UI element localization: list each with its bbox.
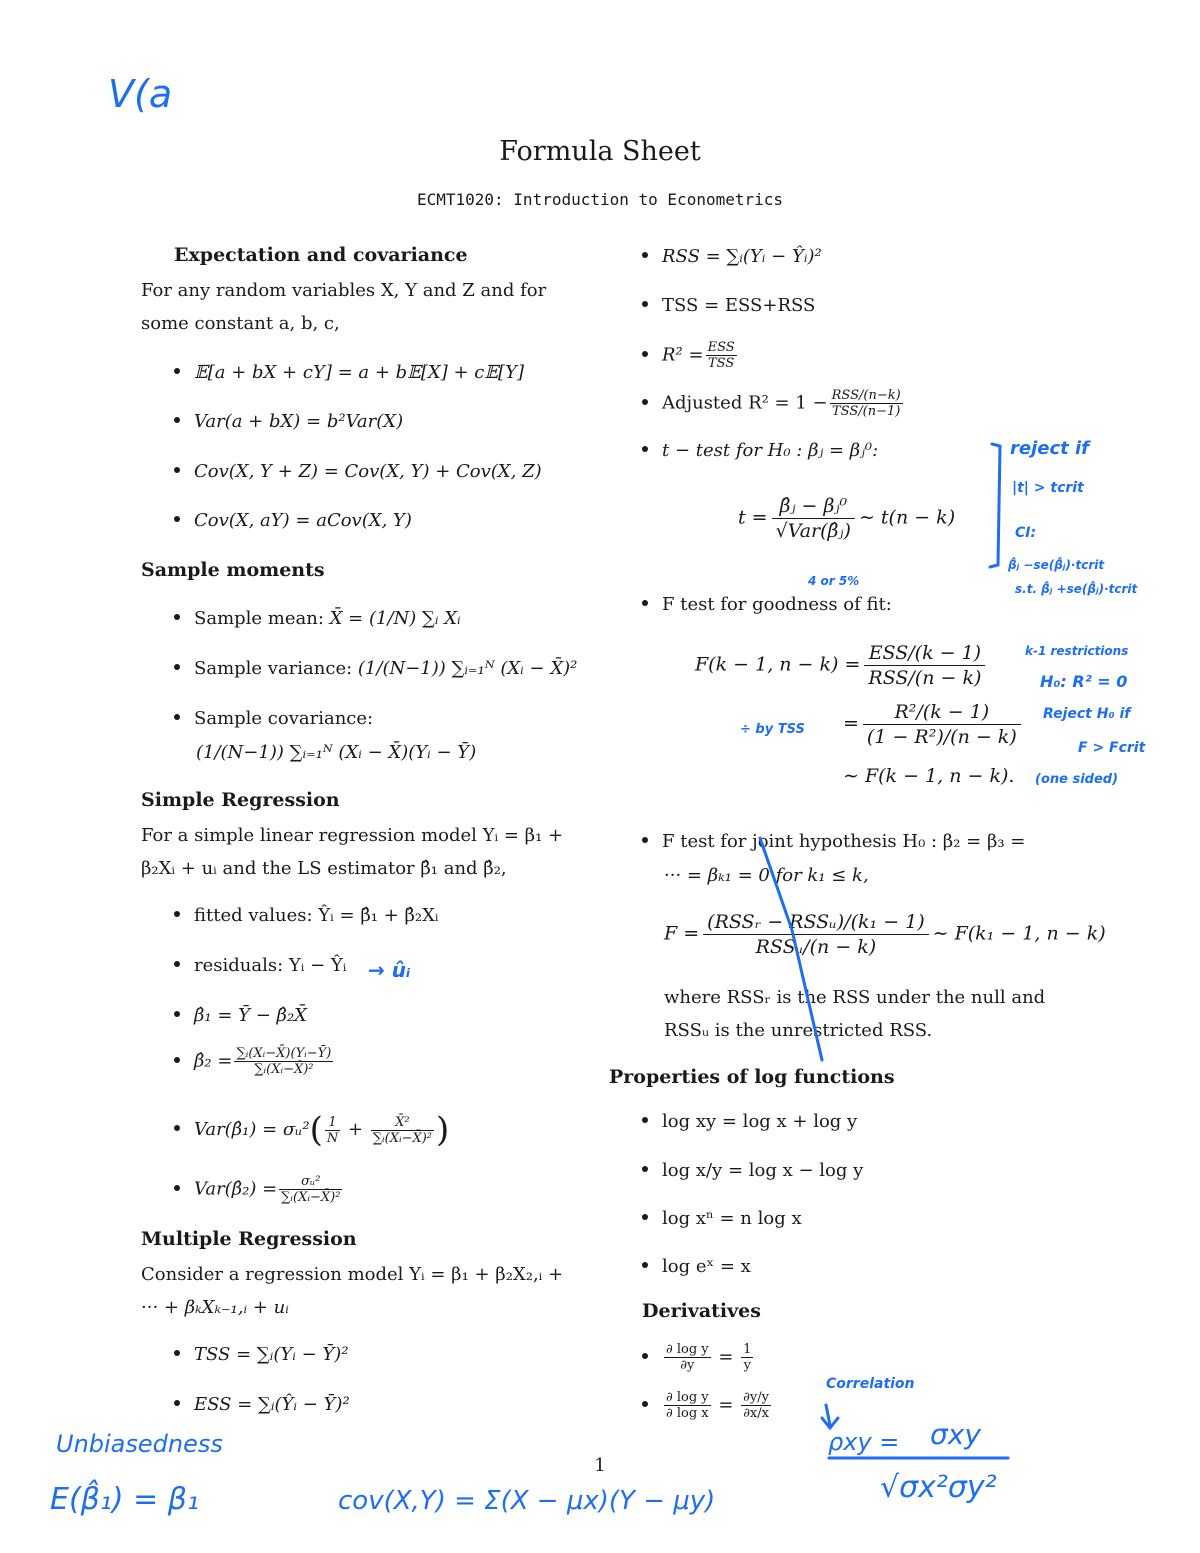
beta2-item: β̂₂ = $\frac{\text{∑ᵢ(Xᵢ−X̄)(Yᵢ−Ȳ)}}{\text{∑ᵢ(Xᵢ−X̄)²}}$ [174,1046,335,1077]
r2-item: R² = $\frac{\text{ESS}}{\text{TSS}}$ [642,340,739,371]
handwritten-ci-line1: β̂ⱼ −se(β̂ⱼ)·tcrit [1008,558,1105,572]
residuals-item: residuals: Yᵢ − Ŷᵢ [174,955,346,976]
var-beta1-item: Var(β̂₁) = σᵤ²( $\frac{1}{N}$ + $\frac{\text{X̄²}}{\text{∑ᵢ(Xᵢ−X̄)²}}$ ) [174,1110,449,1150]
sample-variance-item: Sample variance: (1/(N−1)) ∑ᵢ₌₁ᴺ (Xᵢ − X̄)² [174,658,577,679]
f-statistic-formula-1: F(k − 1, n − k) = ESS/(k − 1) RSS/(n − k) [695,641,989,690]
tss-item: TSS = ∑ᵢ(Yᵢ − Ȳ)² [174,1344,349,1365]
course-subtitle: ECMT1020: Introduction to Econometrics [416,190,784,209]
multiple-regression-intro-line1: Consider a regression model Yᵢ = β₁ + β₂X₂,ᵢ + [141,1264,564,1285]
derivative-item-2: $\frac{\text{∂ log y}}{\text{∂ log x}}$ = $\frac{\partial y/y}{\partial x/x}$ [642,1390,773,1421]
derivative-item-1: $\frac{\text{∂ log y}}{\partial y}$ = $\frac{1}{y}$ [642,1342,755,1373]
sample-covariance-formula: (1/(N−1)) ∑ᵢ₌₁ᴺ (Xᵢ − X̄)(Yᵢ − Ȳ) [196,742,477,763]
simple-regression-intro-line2: β₂Xᵢ + uᵢ and the LS estimator β̂₁ and β̂₂, [141,858,507,879]
handwritten-reject-h0: Reject H₀ if [1043,706,1131,722]
f-statistic-formula-2: = $\frac{\text{R²/(k − 1)}}{\text{(1 − R²)/(n − k)}}$ [843,700,1025,749]
handwritten-f-crit: F > Fcrit [1078,740,1146,756]
handwritten-by-tss: ÷ by TSS [740,722,805,737]
handwritten-restrictions: k-1 restrictions [1025,644,1129,658]
handwritten-unbiasedness: Unbiasedness [56,1430,223,1458]
heading-derivatives: Derivatives [642,1300,761,1322]
heading-multiple-regression: Multiple Regression [141,1228,357,1250]
joint-test-item: F test for joint hypothesis H₀ : β₂ = β₃ = [642,831,1025,852]
expectation-item: Cov(X, aY) = aCov(X, Y) [174,510,412,531]
joint-f-formula: F = (RSSᵣ − RSSᵤ)/(k₁ − 1) RSSᵤ/(n − k) ∼ F(k₁ − 1, n − k) [664,911,1106,958]
heading-log-properties: Properties of log functions [609,1066,895,1088]
handwritten-corr-den: √σx²σy² [880,1470,997,1505]
log-item: log xy = log x + log y [642,1111,857,1132]
beta1-item: β̂₁ = Ȳ − β̂₂X̄ [174,1005,307,1026]
ttest-item: t − test for H₀ : βⱼ = βⱼ⁰: [642,440,878,461]
handwritten-corr-num: σxy [930,1418,981,1451]
sample-covariance-item: Sample covariance: [174,708,373,729]
fitted-values-item: fitted values: Ŷᵢ = β̂₁ + β̂₂Xᵢ [174,905,439,926]
var-beta2-item: Var(β̂₂) = $\frac{\text{σᵤ²}}{\text{∑ᵢ(Xᵢ−X̄)²}}$ [174,1174,344,1205]
log-item: log eˣ = x [642,1256,751,1277]
bracket-stroke [990,444,1000,567]
handwritten-one-sided: (one sided) [1035,772,1119,787]
adjusted-r2-item: Adjusted R² = 1 − $\frac{\text{RSS/(n−k)}}{\text{TSS/(n−1)}}$ [642,388,905,419]
f-distribution: ∼ F(k − 1, n − k). [843,765,1015,787]
handwritten-abs-t: |t| > tcrit [1012,480,1084,496]
page-title: Formula Sheet [499,136,701,167]
heading-simple-regression: Simple Regression [141,789,340,811]
joint-test-line2: ··· = βₖ₁ = 0 for k₁ ≤ k, [664,865,869,886]
where-line2: RSSᵤ is the unrestricted RSS. [664,1020,933,1041]
where-line1: where RSSᵣ is the RSS under the null and [664,987,1046,1008]
handwritten-significance: 4 or 5% [808,574,860,588]
expectation-item: 𝔼[a + bX + cY] = a + b𝔼[X] + c𝔼[Y] [174,362,524,383]
handwritten-u-hat: → ûᵢ [368,958,411,982]
handwritten-correlation: Correlation [826,1376,915,1392]
heading-expectation: Expectation and covariance [174,244,468,266]
expectation-intro-line1: For any random variables X, Y and Z and for [141,280,547,301]
log-item: log x/y = log x − log y [642,1160,863,1181]
handwritten-expectation: E(β̂₁) = β₁ [50,1482,199,1517]
handwritten-cov-definition: cov(X,Y) = Σ(X − μx)(Y − μy) [338,1486,716,1516]
expectation-item: Cov(X, Y + Z) = Cov(X, Y) + Cov(X, Z) [174,461,542,482]
expectation-intro-line2: some constant a, b, c, [141,313,340,334]
rss-item: RSS = ∑ᵢ(Yᵢ − Ŷᵢ)² [642,246,822,267]
handwritten-ci: CI: [1015,525,1037,541]
handwritten-reject-if: reject if [1010,438,1090,459]
handwritten-corr-lhs: ρxy = [828,1428,900,1456]
multiple-regression-intro-line2: ··· + βₖXₖ₋₁,ᵢ + uᵢ [141,1297,289,1318]
simple-regression-intro-line1: For a simple linear regression model Yᵢ = β₁ + [141,825,564,846]
sample-mean-item: Sample mean: X̄ = (1/N) ∑ᵢ Xᵢ [174,608,461,629]
arrow-down-stroke [822,1405,838,1428]
handwritten-h0: H₀: R² = 0 [1040,672,1128,691]
tss-ess-item: TSS = ESS+RSS [642,295,815,316]
expectation-item: Var(a + bX) = b²Var(X) [174,411,403,432]
ftest-item: F test for goodness of fit: [642,594,892,615]
t-statistic-formula: t = β̂ⱼ − βⱼ⁰ √Var(β̂ⱼ) ∼ t(n − k) [738,495,956,542]
log-item: log xⁿ = n log x [642,1208,802,1229]
ess-item: ESS = ∑ᵢ(Ŷᵢ − Ȳ)² [174,1394,350,1415]
crossout-stroke [760,838,822,1060]
heading-sample-moments: Sample moments [141,559,325,581]
page-number: 1 [594,1455,606,1476]
handwritten-ci-line2: s.t. β̂ⱼ +se(β̂ⱼ)·tcrit [1015,582,1138,596]
handwritten-note-top: V(a [108,72,173,116]
